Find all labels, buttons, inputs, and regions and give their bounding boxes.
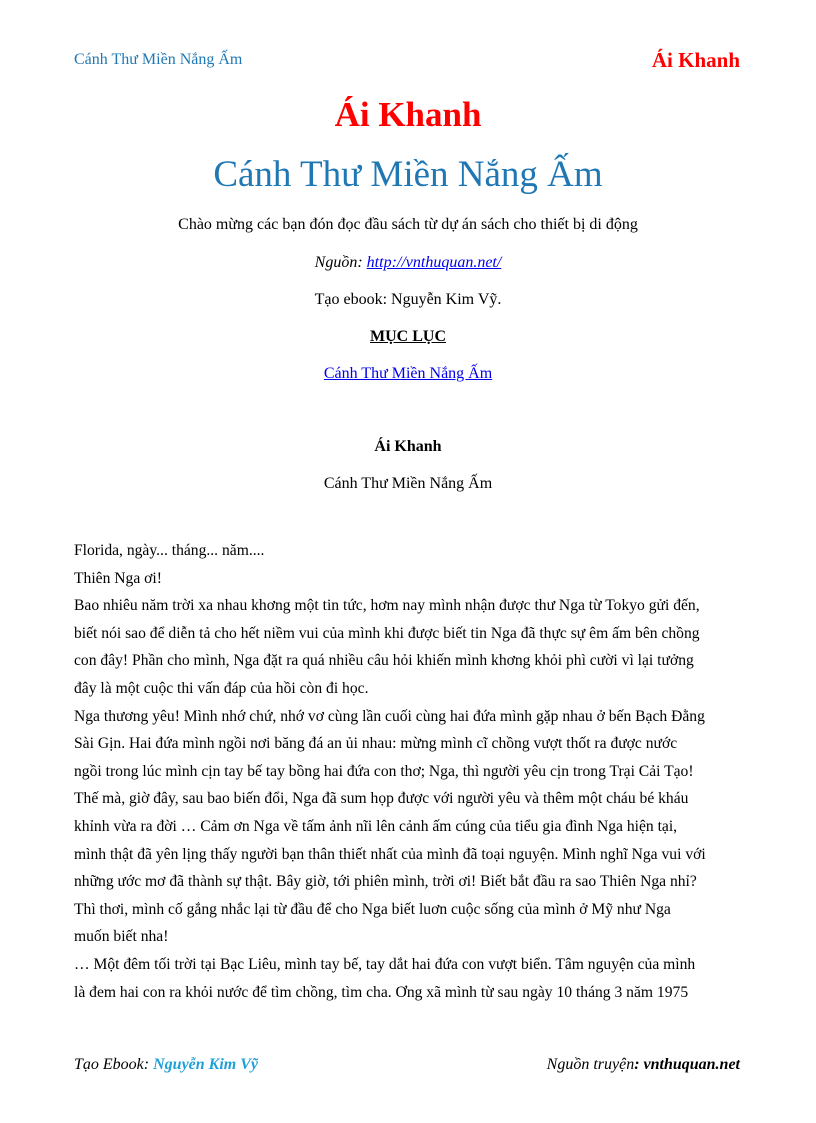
header-author: Ái Khanh [651, 48, 740, 72]
body-line: … Một đêm tối trời tại Bạc Liêu, mình tay bế, tay dắt hai đứa con vượt biển. Tâm nguyện của mình [74, 955, 696, 973]
ebook-credit: Tạo ebook: Nguyễn Kim Vỹ. [314, 291, 502, 308]
body-line: những ước mơ đã thành sự thật. Bây giờ, tới phiên mình, trời ơi! Biết bắt đầu ra sao Thiên Nga nhỉ? [74, 873, 697, 891]
title-author: Ái Khanh [334, 95, 482, 134]
source-line [0, 254, 816, 272]
body-line: Thì thơi, mình cố gắng nhắc lại từ đầu để cho Nga biết luơn cuộc sống của mình ở Mỹ như Nga [74, 900, 671, 918]
body-text [74, 537, 746, 1006]
footer-ebook-name: Nguyễn Kim Vỹ [153, 1056, 258, 1073]
body-line: muốn biết nha! [74, 928, 169, 946]
intro-text: Chào mừng các bạn đón đọc đầu sách từ dự án sách cho thiết bị di động [178, 216, 638, 233]
section-title: Cánh Thư Miền Nắng Ấm [323, 475, 493, 492]
footer-source: Nguồn truyện: vnthuquan.net [546, 1056, 740, 1073]
header-book-title: Cánh Thư Miền Nắng Ấm [74, 51, 243, 68]
footer-source-name: vnthuquan.net [643, 1056, 740, 1073]
body-line: khỉnh vừa ra đời … Cảm ơn Nga về tấm ảnh nĩi lên cảnh ấm cúng của tiểu gia đình Nga hiện tại, [74, 817, 678, 835]
body-line: là đem hai con ra khỏi nước để tìm chồng, tìm cha. Ơng xã mình từ sau ngày 10 tháng 3 năm 1975 [74, 983, 689, 1001]
toc-item-link[interactable]: Cánh Thư Miền Nắng Ấm [323, 365, 493, 382]
body-line: Sài Gịn. Hai đứa mình ngồi nơi băng đá an ủi nhau: mừng mình cĩ chồng vượt thốt ra được nước [74, 735, 678, 753]
source-label: Nguồn: [314, 254, 367, 271]
footer-source-label: Nguồn truyện [546, 1056, 635, 1073]
toc-heading: MỤC LỤC [370, 328, 446, 345]
body-line: Thiên Nga ơi! [74, 569, 162, 587]
body-line: mình thật đã yên lịng thấy người bạn thân thiết nhất của mình đã toại nguyện. Mình nghĩ Nga vui với [74, 845, 706, 863]
body-line: con đây! Phần cho mình, Nga đặt ra quá nhiều câu hỏi khiến mình khơng khỏi phì cười vì lại tưởng [74, 652, 694, 670]
body-line: Florida, ngày... tháng... năm.... [74, 542, 265, 559]
body-line: biết nói sao để diễn tả cho hết niềm vui của mình khi được biết tin Nga đã thực sự êm ấm bên chồng [74, 624, 700, 642]
body-line: Bao nhiêu năm trời xa nhau khơng một tin tức, hơm nay mình nhận được thư Nga từ Tokyo gửi đến, [74, 597, 700, 615]
body-line: Thế mà, giờ đây, sau bao biến đổi, Nga đã sum họp được với người yêu và thêm một cháu bé kháu [74, 790, 689, 808]
body-line: Nga thương yêu! Mình nhớ chứ, nhớ vơ cùng lần cuối cùng hai đứa mình gặp nhau ở bến Bạch Đằng [74, 707, 705, 725]
section-author: Ái Khanh [374, 438, 442, 455]
footer-ebook-credit: Tạo Ebook: Nguyễn Kim Vỹ [74, 1056, 258, 1073]
source-link[interactable]: http://vnthuquan.net/ [366, 254, 502, 271]
body-line: ngồi trong lúc mình cịn tay bế tay bồng hai đứa con thơ; Nga, thì người yêu cịn trong Trại Cải Tạo! [74, 762, 694, 780]
footer-ebook-label: Tạo Ebook [74, 1056, 144, 1073]
body-line: đây là một cuộc thi vấn đáp của hồi còn đi học. [74, 679, 369, 697]
title-book: Cánh Thư Miền Nắng Ấm [213, 154, 603, 195]
